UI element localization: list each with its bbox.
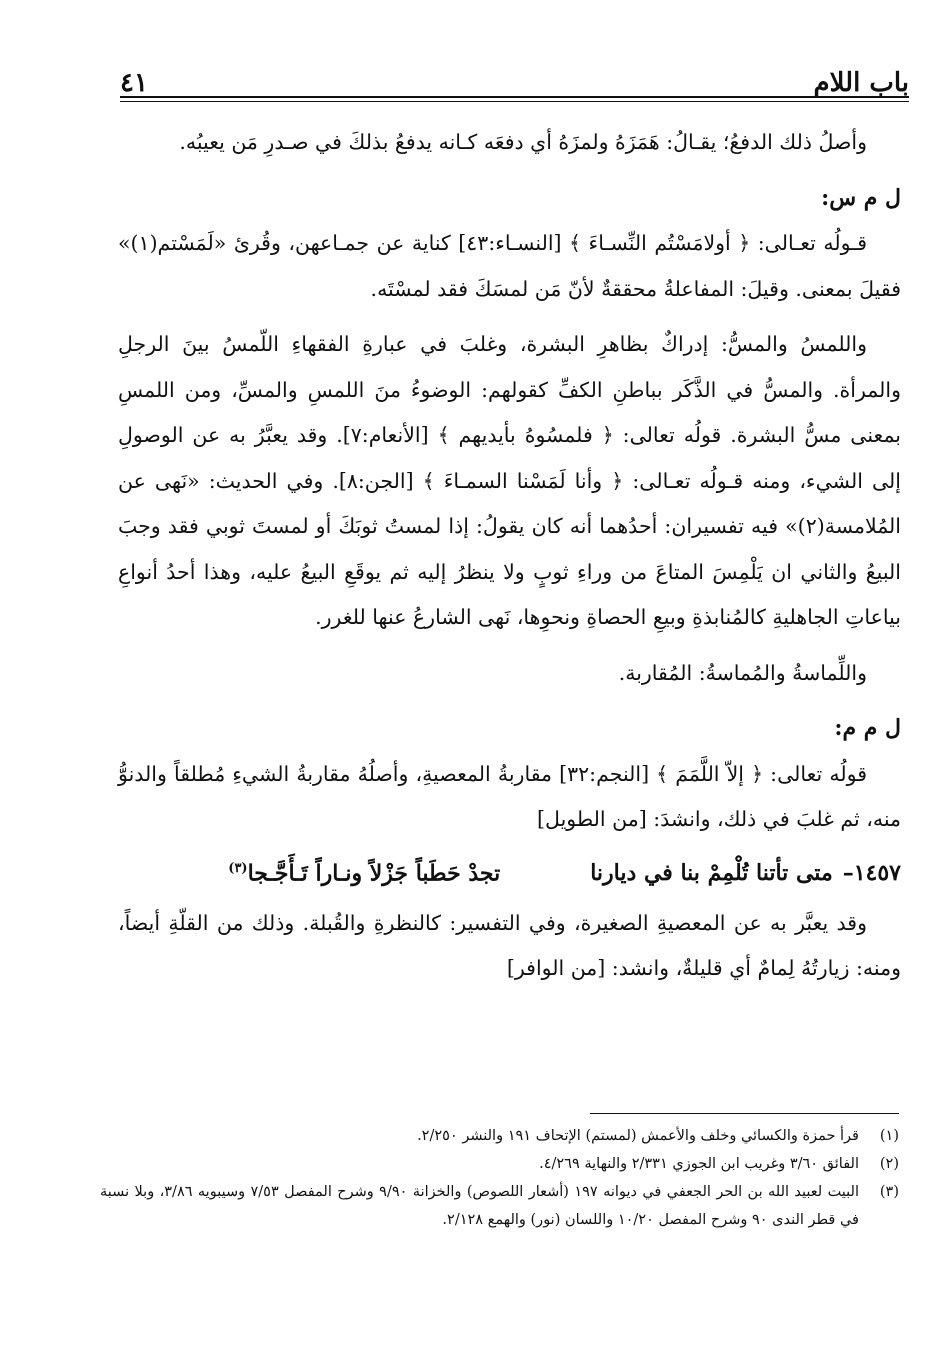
paragraph: وأصلُ ذلك الدفعُ؛ يقـالُ: هَمَزَهُ ولمزَهُ أي دفعَه كـانه يدفعُ بذلكَ في صـدرِ مَن يعيبُه. xyxy=(179,130,867,154)
chapter-title: باب اللام xyxy=(813,68,909,98)
verse-number: ١٤٥٧– xyxy=(842,859,901,886)
footnote-item xyxy=(100,1178,899,1234)
verse-first-hemistich: متى تأتنا تُلْمِمْ بنا في ديارنا xyxy=(590,859,833,886)
root-heading-lms: ل م س: xyxy=(821,184,901,211)
paragraph: وقد يعبَّر به عن المعصيةِ الصغيرة، وفي التفسير: كالنظرةِ والقُبلة. وذلك من القلّةِ أيضاً، ومنه: زيارتُهُ لِمامٌ أي قليلةٌ، وانشد: [من الوافر] xyxy=(118,910,901,981)
footnote-separator xyxy=(590,1113,899,1114)
footnote-number: (٢) xyxy=(879,1156,899,1172)
verse-second-hemistich-text: تجدْ حَطَباً جَزْلاً ونـاراً تَـأَجَّـجا xyxy=(247,859,501,886)
footnote-text: البيت لعبيد الله بن الحر الجعفي في ديوانه ١٩٧ (أشعار اللصوص) والخزانة ٩/٩٠ وشرح المفصل ٧/٥٣ وسيبويه ٣/٨٦، وبلا نسبة في قطر الندى ٩٠ وشرح المفصل ١٠/٢٠ واللسان (نور) والهمع ٢/١٢٨. xyxy=(100,1184,860,1228)
footnote-item xyxy=(100,1150,899,1178)
footnote-item xyxy=(100,1122,899,1150)
paragraph: واللمسُ والمسُّ: إدراكٌ بظاهرِ البشرة، وغلبَ في عبارةِ الفقهاءِ اللّمسُ بينَ الرجلِ والمرأة. والمسُّ في الذَّكَر بباطنِ الكفِّ كقولهم: الوضوءُ منَ اللمسِ والمسِّ، ومن اللمسِ بمعنى مسُّ البشرة. قولُه تعالى: ﴿ فلمسُوهُ بأيديهم ﴾ [الأنعام:٧]. وقد يعبَّرُ به عن الوصولِ إلى الشيء، ومنه قـولُه تعـالى: ﴿ وأنا لَمَسْنا السمـاءَ ﴾ [الجن:٨]. وفي الحديث: «نَهى عن المُلامسة(٢)» فيه تفسيران: أحدُهما أنه كان يقولُ: إذا لمستُ ثوبَكَ أو لمستَ ثوبي فقد وجبَ البيعُ والثاني ان يَلْمِسَ المتاعَ من وراءِ ثوبٍ ولا ينظرُ إليه ثم يوقَعِ البيعُ عليه، وهذا أحدُ أنواعِ بياعاتِ الجاهليةِ كالمُنابذةِ وبيعِ الحصاةِ ونحوِها، نَهى الشارعُ عنها للغرر. xyxy=(118,332,901,629)
root-heading-lmm: ل م م: xyxy=(834,715,901,741)
verse-second-hemistich xyxy=(228,847,500,895)
paragraph: قـولُه تعـالى: ﴿ أولامَسْتُم النِّسـاءَ ﴾ [النسـاء:٤٣] كناية عن جمـاعهن، وقُرئ «لَمَسْتم(١)» فقيلَ بمعنى. وقيلَ: المفاعلةُ محققةٌ لأنّ مَن لمسَكَ فقد لمسْتَه. xyxy=(118,231,901,301)
running-header xyxy=(120,58,909,98)
footnote-text: الفائق ٣/٦٠ وغريب ابن الجوزي ٢/٣٣١ والنهاية ٤/٢٦٩. xyxy=(539,1156,859,1172)
paragraph: واللِّماسةُ والمُماسةُ: المُقاربة. xyxy=(618,660,867,685)
poetry-verse xyxy=(118,847,901,895)
page-number: ٤١ xyxy=(120,68,148,98)
paragraph: قولُه تعالى: ﴿ إلاّ اللَّمَمَ ﴾ [النجم:٣٢] مقاربةُ المعصيةِ، وأصلُهُ مقاربةُ الشيءِ مُطلقاً والدنوُّ منه، ثم غلبَ في ذلك، وانشدَ: [من الطويل] xyxy=(118,761,901,831)
footnotes xyxy=(100,1122,899,1234)
main-text xyxy=(118,120,901,992)
footnote-marker: (٣) xyxy=(228,860,248,876)
header-rule xyxy=(120,96,909,102)
footnote-number: (١) xyxy=(879,1128,899,1144)
footnote-text: قرأ حمزة والكسائي وخلف والأعمش (لمستم) الإتحاف ١٩١ والنشر ٢/٢٥٠. xyxy=(417,1128,859,1144)
footnote-number: (٣) xyxy=(879,1184,899,1200)
